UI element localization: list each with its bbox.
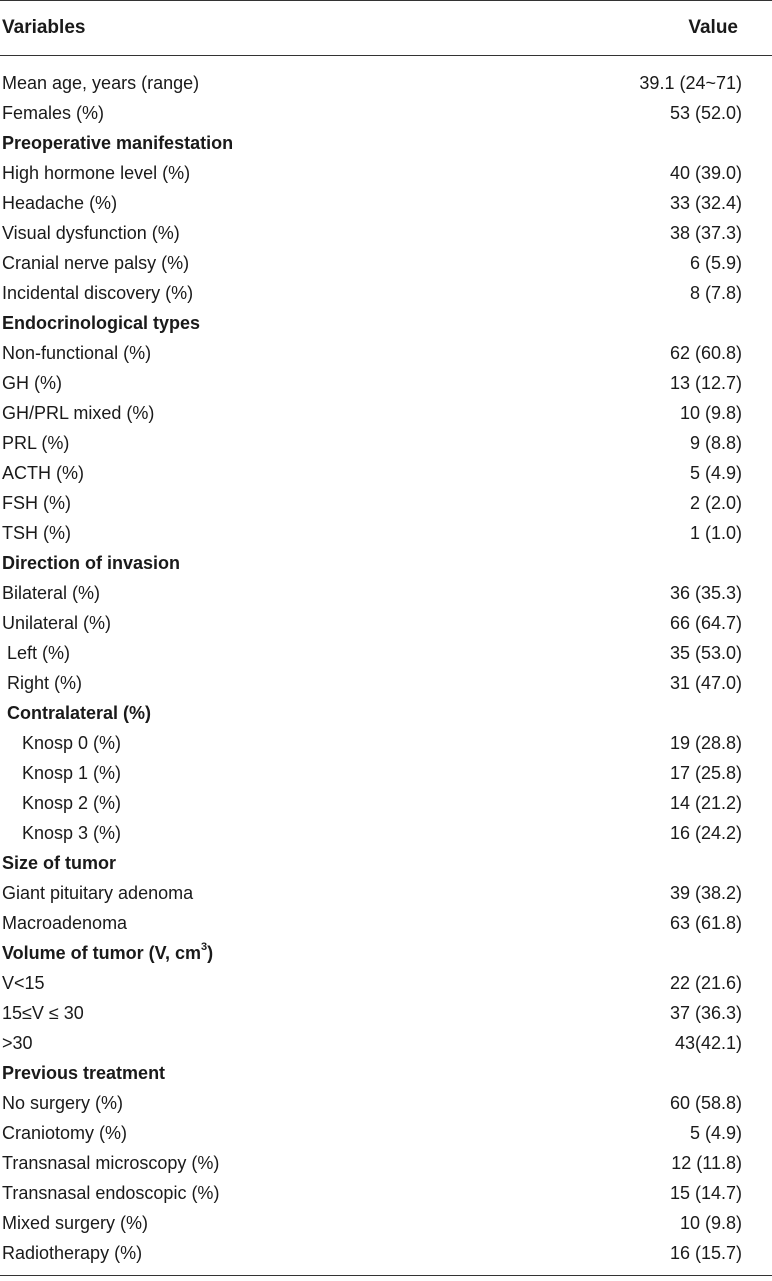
table-row [0,458,772,488]
row-value: 12 (11.8) [671,1153,742,1173]
table-row [0,638,772,668]
row-label: Headache (%) [2,193,118,213]
row-value: 53 (52.0) [669,103,742,123]
table-row [0,788,772,818]
row-value: 9 (8.8) [689,433,742,453]
table-row [0,608,772,638]
row-value: 16 (15.7) [669,1243,742,1263]
table-row [0,278,772,308]
table-row [0,818,772,848]
bottom-rule [0,1275,772,1276]
table-row [0,1148,772,1178]
table-row [0,1178,772,1208]
row-value: 62 (60.8) [669,343,742,363]
table-row [0,368,772,398]
table-row [0,98,772,128]
table-row [0,1088,772,1118]
row-label: Craniotomy (%) [2,1123,128,1143]
section-header-row [0,938,772,968]
row-value: 33 (32.4) [669,193,742,213]
table-row [0,578,772,608]
section-header-row [0,1058,772,1088]
row-label: Knosp 0 (%) [22,733,122,753]
header-value: Value [688,16,738,38]
row-label: Mean age, years (range) [2,73,200,93]
row-label: Knosp 1 (%) [22,763,122,783]
row-value: 60 (58.8) [669,1093,742,1113]
section-label: Contralateral (%) [7,703,152,723]
table-row [0,668,772,698]
row-label: Non-functional (%) [2,343,152,363]
row-label: Right (%) [7,673,83,693]
table-header [0,0,772,55]
row-value: 10 (9.8) [679,1213,742,1233]
table-row [0,728,772,758]
table-row [0,998,772,1028]
row-label: Knosp 3 (%) [22,823,122,843]
table-row [0,1028,772,1058]
row-label: Visual dysfunction (%) [2,223,180,243]
table-row [0,338,772,368]
row-value: 37 (36.3) [669,1003,742,1023]
row-label: Females (%) [2,103,105,123]
row-value: 22 (21.6) [669,973,742,993]
table-row [0,428,772,458]
table-row [0,1118,772,1148]
row-label: GH/PRL mixed (%) [2,403,155,423]
row-label: Transnasal endoscopic (%) [2,1183,220,1203]
section-header-row [0,128,772,158]
table-row [0,758,772,788]
row-value: 15 (14.7) [669,1183,742,1203]
row-label: High hormone level (%) [2,163,191,183]
table-row [0,518,772,548]
row-label: Knosp 2 (%) [22,793,122,813]
row-value: 14 (21.2) [669,793,742,813]
section-header-row [0,548,772,578]
row-label: Radiotherapy (%) [2,1243,143,1263]
row-value: 63 (61.8) [669,913,742,933]
row-value: 38 (37.3) [669,223,742,243]
table-row [0,1208,772,1238]
table-row [0,218,772,248]
row-label: V<15 [2,973,45,993]
row-value: 1 (1.0) [689,523,742,543]
row-value: 36 (35.3) [669,583,742,603]
row-label: Macroadenoma [2,913,128,933]
table-row [0,1238,772,1268]
table-row [0,398,772,428]
row-value: 10 (9.8) [679,403,742,423]
table-row [0,908,772,938]
row-value: 13 (12.7) [669,373,742,393]
table-row [0,158,772,188]
row-label: Mixed surgery (%) [2,1213,149,1233]
row-value: 16 (24.2) [669,823,742,843]
row-value: 39 (38.2) [669,883,742,903]
section-header-row [0,848,772,878]
section-header-row [0,698,772,728]
row-label: FSH (%) [2,493,71,513]
row-value: 2 (2.0) [689,493,742,513]
section-label: Endocrinological types [2,313,201,333]
table-row [0,488,772,518]
section-label: Previous treatment [2,1063,166,1083]
row-value: 35 (53.0) [669,643,742,663]
section-header-row [0,308,772,338]
section-label: Direction of invasion [2,553,181,573]
section-label: Volume of tumor (V, $cm^3$) [2,941,214,963]
row-label: Cranial nerve palsy (%) [2,253,190,273]
row-value: 66 (64.7) [669,613,742,633]
section-label: Size of tumor [2,853,117,873]
header-rule [0,55,772,56]
table-row [0,68,772,98]
row-value: 40 (39.0) [669,163,742,183]
row-value: 17 (25.8) [669,763,742,783]
section-label: Preoperative manifestation [2,133,234,153]
table-body [0,68,772,1268]
row-label: 15≤V ≤ 30 [2,1003,84,1023]
row-label: >30 [2,1033,33,1053]
row-label: Transnasal microscopy (%) [2,1153,220,1173]
row-label: TSH (%) [2,523,71,543]
table-row [0,968,772,998]
row-value: 5 (4.9) [689,463,742,483]
row-label: ACTH (%) [2,463,84,483]
row-value: 43(42.1) [674,1033,742,1053]
row-value: 31 (47.0) [669,673,742,693]
row-label: Left (%) [7,643,71,663]
row-label: PRL (%) [2,433,70,453]
superscript: 3 [201,941,208,953]
row-value: 19 (28.8) [669,733,742,753]
table-row [0,878,772,908]
row-label: Giant pituitary adenoma [2,883,194,903]
row-value: 39.1 (24~71) [639,73,742,93]
row-value: 8 (7.8) [689,283,742,303]
row-label: Bilateral (%) [2,583,101,603]
row-label: Unilateral (%) [2,613,112,633]
table-row [0,248,772,278]
row-value: 5 (4.9) [689,1123,742,1143]
row-label: Incidental discovery (%) [2,283,194,303]
row-label: GH (%) [2,373,62,393]
header-variables: Variables [2,16,86,38]
row-value: 6 (5.9) [689,253,742,273]
table-row [0,188,772,218]
row-label: No surgery (%) [2,1093,124,1113]
